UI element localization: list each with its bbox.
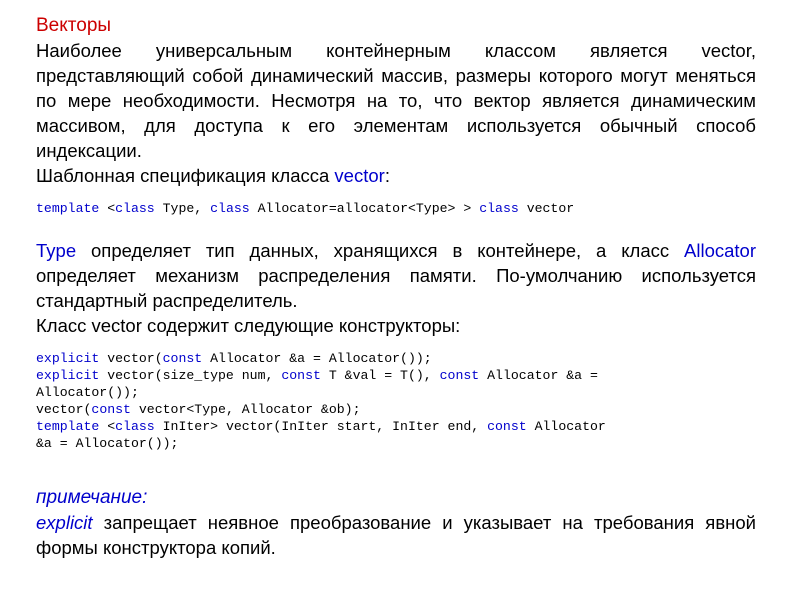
code-keyword: const xyxy=(439,368,480,383)
code-line-3: Allocator()); xyxy=(36,385,139,400)
code-text: < xyxy=(99,419,116,434)
note-keyword: explicit xyxy=(36,512,93,533)
code-line-5 xyxy=(36,418,756,435)
code-keyword: explicit xyxy=(36,368,100,383)
spacer xyxy=(36,452,756,473)
code-text: Allocator &a = Allocator()); xyxy=(202,351,432,366)
constructors-code-block xyxy=(36,350,756,452)
spacer xyxy=(36,473,756,485)
code-keyword: const xyxy=(162,351,203,366)
code-keyword: const xyxy=(487,419,527,434)
allocator-keyword: Allocator xyxy=(684,240,756,261)
intro-paragraph: Наиболее универсальным контейнерным классом является vector, представляющий собой динамический массив, размеры которого могут меняться по мере необходимости. Несмотря на то, что вектор является динамическим массивом, для доступа к его элементам используется обычный способ индексации. xyxy=(36,40,756,161)
code-text: vector( xyxy=(99,351,163,366)
template-code-line xyxy=(36,200,756,217)
code-keyword: explicit xyxy=(36,351,100,366)
code-keyword: class xyxy=(115,419,155,434)
code-keyword: class xyxy=(210,201,250,216)
code-text: Type, xyxy=(154,201,211,216)
code-text: Allocator=allocator<Type> > xyxy=(249,201,480,216)
spacer xyxy=(36,217,756,238)
code-text: vector(size_type num, xyxy=(99,368,282,383)
code-text: Allocator xyxy=(526,419,606,434)
code-line-2 xyxy=(36,367,756,384)
code-keyword: const xyxy=(91,402,131,417)
code-text: T &val = T(), xyxy=(320,368,440,383)
code-text: Allocator &a = xyxy=(479,368,598,383)
spec-colon: : xyxy=(384,165,390,186)
code-keyword: const xyxy=(281,368,321,383)
spec-text: Шаблонная спецификация класса xyxy=(36,165,335,186)
code-line-4 xyxy=(36,401,756,418)
note-description: запрещает неявное преобразование и указывает на требования явной формы конструктора копий. xyxy=(36,512,756,558)
spec-line xyxy=(36,163,756,188)
type-text: определяет тип данных, хранящихся в контейнере, а класс xyxy=(76,240,685,261)
type-description xyxy=(36,238,756,313)
code-line-6: &a = Allocator()); xyxy=(36,436,179,451)
code-line-1 xyxy=(36,350,756,367)
note-text xyxy=(36,510,756,560)
spacer xyxy=(36,338,756,350)
type-keyword: Type xyxy=(36,240,77,261)
spec-keyword: vector xyxy=(334,165,385,186)
spacer xyxy=(36,188,756,200)
slide xyxy=(36,14,756,560)
code-text: InIter> vector(InIter start, InIter end, xyxy=(154,419,488,434)
code-keyword: template xyxy=(36,201,100,216)
constructors-intro: Класс vector содержит следующие конструкторы: xyxy=(36,315,461,336)
note-title: примечание: xyxy=(36,487,148,508)
code-text: < xyxy=(99,201,116,216)
allocator-text: определяет механизм распределения памяти. По-умолчанию используется стандартный распределитель. xyxy=(36,265,756,311)
code-keyword: class xyxy=(479,201,519,216)
code-text: vector( xyxy=(36,402,92,417)
code-text: vector<Type, Allocator &ob); xyxy=(130,402,361,417)
slide-title: Векторы xyxy=(36,15,112,36)
code-keyword: template xyxy=(36,419,100,434)
code-text: vector xyxy=(518,201,575,216)
code-keyword: class xyxy=(115,201,155,216)
